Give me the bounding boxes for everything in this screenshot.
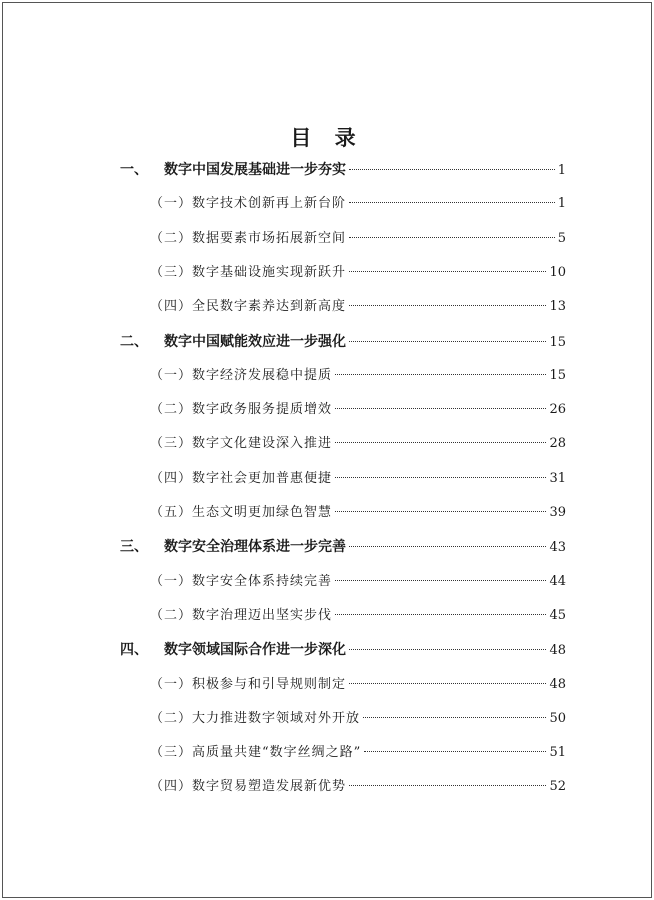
- toc-entry-label: （三）高质量共建“数字丝绸之路”: [150, 745, 362, 761]
- toc-entry-label: 数字安全治理体系进一步完善: [164, 539, 346, 556]
- toc-entry-label: （二）数字政务服务提质增效: [150, 402, 333, 418]
- toc-section-entry[interactable]: [150, 708, 566, 730]
- toc-dot-leader: [349, 305, 546, 306]
- toc-entry-label: （一）数字技术创新再上新台阶: [150, 196, 347, 212]
- toc-entry-label: （一）数字安全体系持续完善: [150, 573, 333, 589]
- toc-page-number: 43: [549, 540, 566, 556]
- toc-page-number: 5: [557, 230, 566, 246]
- toc-page-number: 50: [549, 710, 566, 726]
- toc-entry-label: （二）数字治理迈出坚实步伐: [150, 607, 333, 623]
- toc-dot-leader: [335, 614, 546, 615]
- toc-entry-label: （五）生态文明更加绿色智慧: [150, 505, 333, 520]
- toc-entry-label: 数字中国发展基础进一步夯实: [164, 162, 346, 178]
- toc-section-entry[interactable]: [150, 605, 566, 627]
- toc-section-entry[interactable]: [150, 296, 566, 318]
- toc-dot-leader: [349, 237, 555, 238]
- toc-section-entry[interactable]: [150, 228, 566, 250]
- toc-title: 目 录: [290, 126, 364, 150]
- toc-entry-label: 数字中国赋能效应进一步强化: [164, 333, 346, 350]
- toc-page-number: 15: [549, 367, 566, 383]
- toc-entry-label: （二）大力推进数字领域对外开放: [150, 710, 361, 726]
- toc-chapter-entry[interactable]: [120, 331, 566, 353]
- toc-section-entry[interactable]: [150, 674, 566, 696]
- toc-section-entry[interactable]: [150, 433, 566, 455]
- toc-dot-leader: [349, 169, 555, 170]
- toc-chapter-number: 四、: [120, 642, 148, 659]
- toc-dot-leader: [349, 683, 546, 684]
- toc-dot-leader: [335, 580, 546, 581]
- toc-dot-leader: [364, 751, 546, 752]
- toc-page-number: 28: [549, 436, 566, 452]
- toc-dot-leader: [335, 374, 546, 375]
- toc-dot-leader: [349, 785, 546, 786]
- toc-section-entry[interactable]: [150, 399, 566, 421]
- toc-section-entry[interactable]: [150, 571, 566, 593]
- toc-entry-label: （二）数据要素市场拓展新空间: [150, 230, 347, 246]
- toc-page-number: 1: [557, 163, 566, 178]
- toc-dot-leader: [349, 649, 546, 650]
- toc-section-entry[interactable]: [150, 742, 566, 764]
- toc-dot-leader: [349, 341, 546, 342]
- toc-entry-label: （一）积极参与和引导规则制定: [150, 676, 347, 692]
- toc-dot-leader: [363, 717, 546, 718]
- toc-page-number: 39: [549, 505, 566, 520]
- toc-section-entry[interactable]: [150, 468, 566, 490]
- toc-entry-label: （四）数字贸易塑造发展新优势: [150, 779, 347, 795]
- toc-dot-leader: [335, 408, 546, 409]
- toc-chapter-entry[interactable]: [120, 536, 566, 558]
- toc-page-number: 51: [549, 745, 566, 761]
- toc-page-number: 45: [549, 607, 566, 623]
- toc-chapter-number: 二、: [120, 333, 148, 350]
- toc-dot-leader: [349, 271, 546, 272]
- toc-page-number: 15: [549, 334, 566, 350]
- toc-page-number: 10: [549, 264, 566, 280]
- toc-page-number: 48: [549, 676, 566, 692]
- toc-entry-label: （三）数字文化建设深入推进: [150, 436, 333, 452]
- toc-section-entry[interactable]: [150, 193, 566, 215]
- toc-chapter-number: 一、: [120, 162, 148, 178]
- toc-entry-label: （三）数字基础设施实现新跃升: [150, 264, 347, 280]
- toc-page-number: 48: [549, 643, 566, 659]
- toc-entry-label: 数字领域国际合作进一步深化: [164, 642, 346, 659]
- toc-section-entry[interactable]: [150, 776, 566, 798]
- toc-page-number: 52: [549, 779, 566, 795]
- toc-page-number: 26: [549, 402, 566, 418]
- toc-dot-leader: [349, 546, 546, 547]
- toc-section-entry[interactable]: [150, 502, 566, 524]
- toc-page-number: 1: [557, 196, 566, 212]
- toc-entry-label: （一）数字经济发展稳中提质: [150, 367, 333, 383]
- toc-section-entry[interactable]: [150, 262, 566, 284]
- toc-chapter-entry[interactable]: [120, 159, 566, 181]
- toc-page-number: 44: [549, 573, 566, 589]
- toc-entry-label: （四）数字社会更加普惠便捷: [150, 470, 333, 486]
- toc-section-entry[interactable]: [150, 365, 566, 387]
- toc-page-number: 13: [549, 299, 566, 315]
- toc-entry-label: （四）全民数字素养达到新高度: [150, 299, 347, 315]
- toc-dot-leader: [349, 202, 555, 203]
- toc-chapter-entry[interactable]: [120, 639, 566, 661]
- toc-dot-leader: [335, 511, 546, 512]
- toc-page-number: 31: [549, 470, 566, 486]
- toc-dot-leader: [335, 442, 546, 443]
- toc-dot-leader: [335, 477, 546, 478]
- toc-chapter-number: 三、: [120, 539, 148, 556]
